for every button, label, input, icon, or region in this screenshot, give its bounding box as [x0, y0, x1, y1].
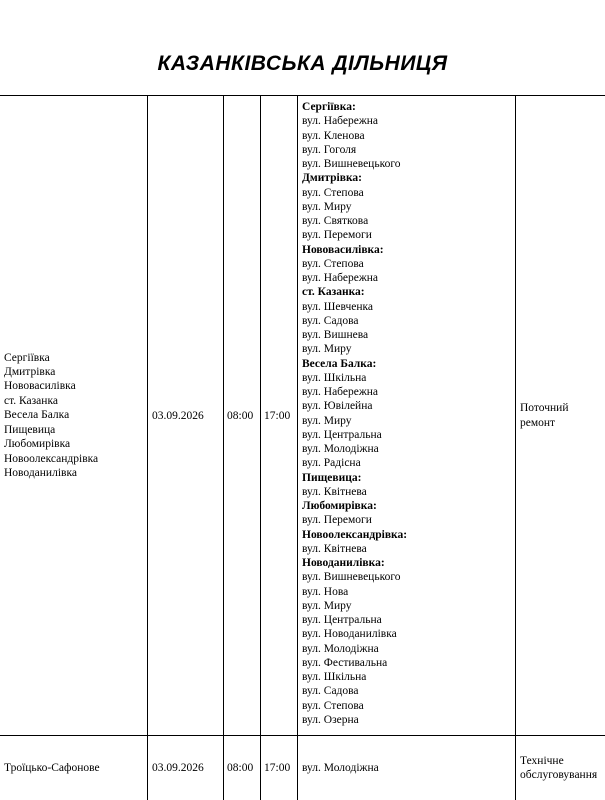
street-group-header: Новоолександрівка: [302, 528, 408, 541]
settlement-name: Новоданилівка [4, 466, 77, 479]
street-group-header: ст. Казанка: [302, 286, 365, 299]
settlement-name: Новоолександрівка [4, 452, 99, 465]
street-list [302, 761, 379, 775]
streets-cell [302, 100, 514, 727]
work-type-cell [520, 96, 605, 735]
street-item: вул. Вишневецького [302, 571, 401, 584]
start-time-cell [227, 96, 259, 735]
street-item: вул. Перемоги [302, 514, 372, 527]
date-value: 03.09.2026 [152, 762, 204, 774]
street-group-header: Дмитрівка: [302, 172, 362, 185]
outage-table [0, 95, 605, 800]
column-divider [515, 96, 516, 800]
start-time-value: 08:00 [227, 409, 254, 422]
work-type-cell [520, 736, 605, 800]
settlements-cell [4, 761, 100, 775]
streets-cell [302, 736, 514, 800]
street-item: вул. Вишнева [302, 329, 369, 341]
start-time-value: 08:00 [227, 762, 254, 774]
settlement-name: Сергіївка [4, 351, 50, 364]
table-row [4, 96, 146, 735]
settlement-name: Пищевица [4, 423, 56, 436]
settlement-name: Весела Балка [4, 409, 70, 422]
work-type-line: Поточний [520, 402, 569, 415]
street-item: вул. Святкова [302, 215, 369, 227]
street-item: вул. Шевченка [302, 300, 374, 313]
street-group-header: Сергіївка: [302, 101, 356, 113]
street-item: вул. Молодіжна [302, 761, 379, 774]
date-value: 03.09.2026 [152, 409, 204, 422]
settlements-cell [4, 351, 98, 481]
street-group-header: Нововасилівка: [302, 243, 384, 256]
street-item: вул. Центральна [302, 614, 382, 626]
street-item: вул. Шкільна [302, 671, 367, 683]
street-item: вул. Фестивальна [302, 656, 388, 669]
street-item: вул. Перемоги [302, 229, 372, 242]
street-group-header: Новоданилівка: [302, 557, 385, 569]
street-item: вул. Молодіжна [302, 642, 379, 655]
settlement-name: ст. Казанка [4, 394, 58, 407]
start-time-cell [227, 736, 259, 800]
street-item: вул. Степова [302, 699, 364, 712]
street-item: вул. Набережна [302, 272, 379, 284]
street-item: вул. Квітнева [302, 485, 367, 498]
street-item: вул. Миру [302, 200, 352, 213]
street-item: вул. Центральна [302, 428, 382, 441]
street-item: вул. Радісна [302, 457, 361, 470]
street-item: вул. Квітнева [302, 542, 367, 555]
street-item: вул. Степова [302, 186, 364, 199]
street-item: вул. Вишневецького [302, 158, 401, 170]
street-item: вул. Молодіжна [302, 443, 379, 455]
street-item: вул. Нова [302, 585, 349, 598]
street-item: вул. Миру [302, 343, 352, 356]
work-type-line: ремонт [520, 416, 556, 429]
street-item: вул. Шкільна [302, 371, 367, 384]
settlement-name: Дмитрівка [4, 366, 56, 379]
end-time-value: 17:00 [264, 762, 291, 774]
street-group-header: Пищевица: [302, 471, 362, 484]
street-item: вул. Миру [302, 414, 352, 427]
street-item: вул. Набережна [302, 115, 379, 128]
settlement-name: Любомирівка [4, 438, 71, 451]
table-row [4, 736, 146, 800]
date-cell [152, 96, 222, 735]
end-time-value: 17:00 [264, 409, 291, 422]
street-item: вул. Новоданилівка [302, 628, 397, 641]
page-title: КАЗАНКІВСЬКА ДІЛЬНИЦЯ [157, 52, 448, 75]
work-type-line: обслуговування [520, 769, 598, 781]
street-list [302, 100, 514, 727]
column-divider [223, 96, 224, 800]
street-item: вул. Миру [302, 599, 352, 612]
street-item: вул. Садова [302, 685, 359, 698]
date-cell [152, 736, 222, 800]
column-divider [297, 96, 298, 800]
street-group-header: Весела Балка: [302, 357, 377, 370]
column-divider [147, 96, 148, 800]
settlement-name: Нововасилівка [4, 380, 76, 393]
work-type-line: Технічне [520, 754, 564, 767]
work-type-text [520, 401, 568, 430]
street-item: вул. Садова [302, 314, 359, 327]
street-item: вул. Гоголя [302, 143, 357, 156]
end-time-cell [264, 736, 296, 800]
work-type-text [520, 754, 597, 783]
settlement-name: Троїцько-Сафонове [4, 761, 100, 774]
street-item: вул. Набережна [302, 386, 379, 398]
street-item: вул. Кленова [302, 129, 365, 142]
end-time-cell [264, 96, 296, 735]
column-divider [260, 96, 261, 800]
street-item: вул. Ювілейна [302, 400, 373, 413]
street-group-header: Любомирівка: [302, 500, 377, 512]
street-item: вул. Озерна [302, 713, 359, 726]
street-item: вул. Степова [302, 257, 364, 270]
